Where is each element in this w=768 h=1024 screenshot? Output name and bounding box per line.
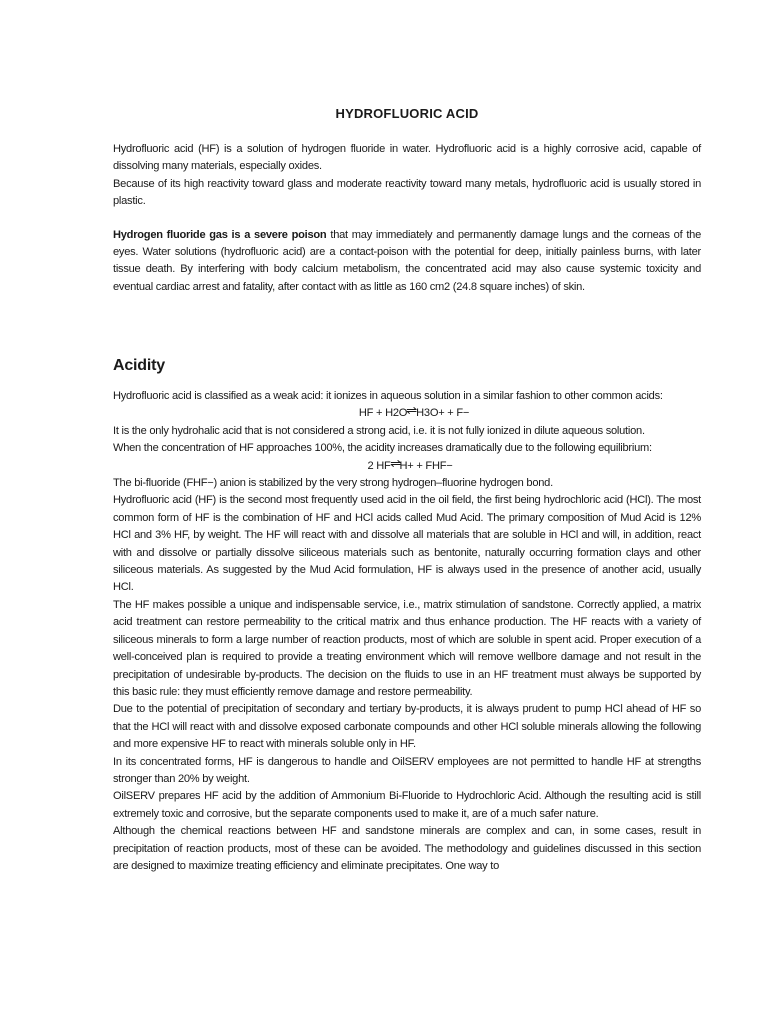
toxicity-warning: Hydrogen fluoride gas is a severe poison <box>113 228 327 241</box>
body-paragraph: OilSERV prepares HF acid by the addition of Ammonium Bi-Fluoride to Hydrochloric Acid. Although the resulting acid is still extremely toxic and corrosive, but the separate components used to make it, are of a much safer nature. <box>113 790 701 820</box>
paragraph-gap <box>113 211 701 227</box>
equation-reactants: HF + H2O <box>358 407 408 420</box>
document-title: HYDROFLUORIC ACID <box>335 106 479 121</box>
equilibrium-arrow-icon: ⇌ <box>406 405 418 418</box>
toxicity-text: that may immediately and permanently damage lungs and the corneas of the eyes. Water solutions (hydrofluoric acid) are a contact-poison with the potential for deep, initially painless burns, with later tissue death. By interfering with body calcium metabolism, the concentrated acid may also cause systemic toxicity and eventual cardiac arrest and fatality, after contact with as little as 160 cm2 (24.8 square inches) of skin. <box>113 228 701 293</box>
intro-section <box>113 141 701 296</box>
body-paragraph: When the concentration of HF approaches 100%, the acidity increases dramatically due to the following equilibrium: <box>113 442 652 455</box>
body-paragraph: The bi-fluoride (FHF−) anion is stabilized by the very strong hydrogen–fluorine hydrogen bond. <box>113 477 553 490</box>
body-paragraph: In its concentrated forms, HF is dangerous to handle and OilSERV employees are not permitted to handle HF at strengths stronger than 20% by weight. <box>113 755 701 785</box>
acidity-section <box>113 388 701 875</box>
intro-paragraph: Hydrofluoric acid (HF) is a solution of hydrogen fluoride in water. Hydrofluoric acid is a highly corrosive acid, capable of dissolving many materials, especially oxides. <box>113 143 701 173</box>
intro-paragraph: Because of its high reactivity toward glass and moderate reactivity toward many metals, hydrofluoric acid is usually stored in plastic. <box>113 177 701 208</box>
equation-products: H+ + FHF− <box>399 459 453 472</box>
body-paragraph: Hydrofluoric acid is classified as a weak acid: it ionizes in aqueous solution in a similar fashion to other common acids: <box>113 390 663 402</box>
body-paragraph: The HF makes possible a unique and indispensable service, i.e., matrix stimulation of sandstone. Correctly applied, a matrix acid treatment can restore permeability to the critical matrix and thus enhance production. The HF reacts with a variety of siliceous minerals to form a large number of reaction products, most of which are soluble in spent acid. Proper execution of a well-conceived plan is required to provide a treating environment which will remove wellbore damage and not result in the precipitation of undesirable by-products. The decision on the fluids to use in an HF treatment must always be supported by this basic rule: they must efficiently remove damage and restore permeability. <box>113 598 701 698</box>
equilibrium-arrow-icon: ⇌ <box>389 457 401 470</box>
section-heading-acidity: Acidity <box>113 357 165 374</box>
body-paragraph: Hydrofluoric acid (HF) is the second most frequently used acid in the oil field, the first being hydrochloric acid (HCl). The most common form of HF is the combination of HF and HCl acids called Mud Acid. The primary composition of Mud Acid is 12% HCl and 3% HF, by weight. The HF will react with and dissolve all materials that are soluble in HCl and will, in addition, react with and dissolve or partially dissolve siliceous materials such as bentonite, naturally occurring formation clays and other siliceous materials. As suggested by the Mud Acid formulation, HF is always used in the presence of another acid, usually HCl. <box>113 494 701 594</box>
body-paragraph: Due to the potential of precipitation of secondary and tertiary by-products, it is always prudent to pump HCl ahead of HF so that the HCl will react with and dissolve exposed carbonate compounds and other HCl soluble minerals allowing the following and more expensive HF to react with minerals soluble only in HF. <box>113 703 701 751</box>
equation-products: H3O+ + F− <box>416 407 470 420</box>
equation-bifluoride <box>113 458 701 475</box>
equation-ionization <box>113 405 701 422</box>
equation-reactants: 2 HF <box>367 459 391 472</box>
toxicity-paragraph <box>113 227 701 297</box>
body-paragraph: Although the chemical reactions between HF and sandstone minerals are complex and can, in some cases, result in precipitation of reaction products, most of these can be avoided. The methodology and guidelines discussed in this section are designed to maximize treating efficiency and eliminate precipitates. One way to <box>113 825 701 872</box>
body-paragraph: It is the only hydrohalic acid that is not considered a strong acid, i.e. it is not fully ionized in dilute aqueous solution. <box>113 424 645 437</box>
